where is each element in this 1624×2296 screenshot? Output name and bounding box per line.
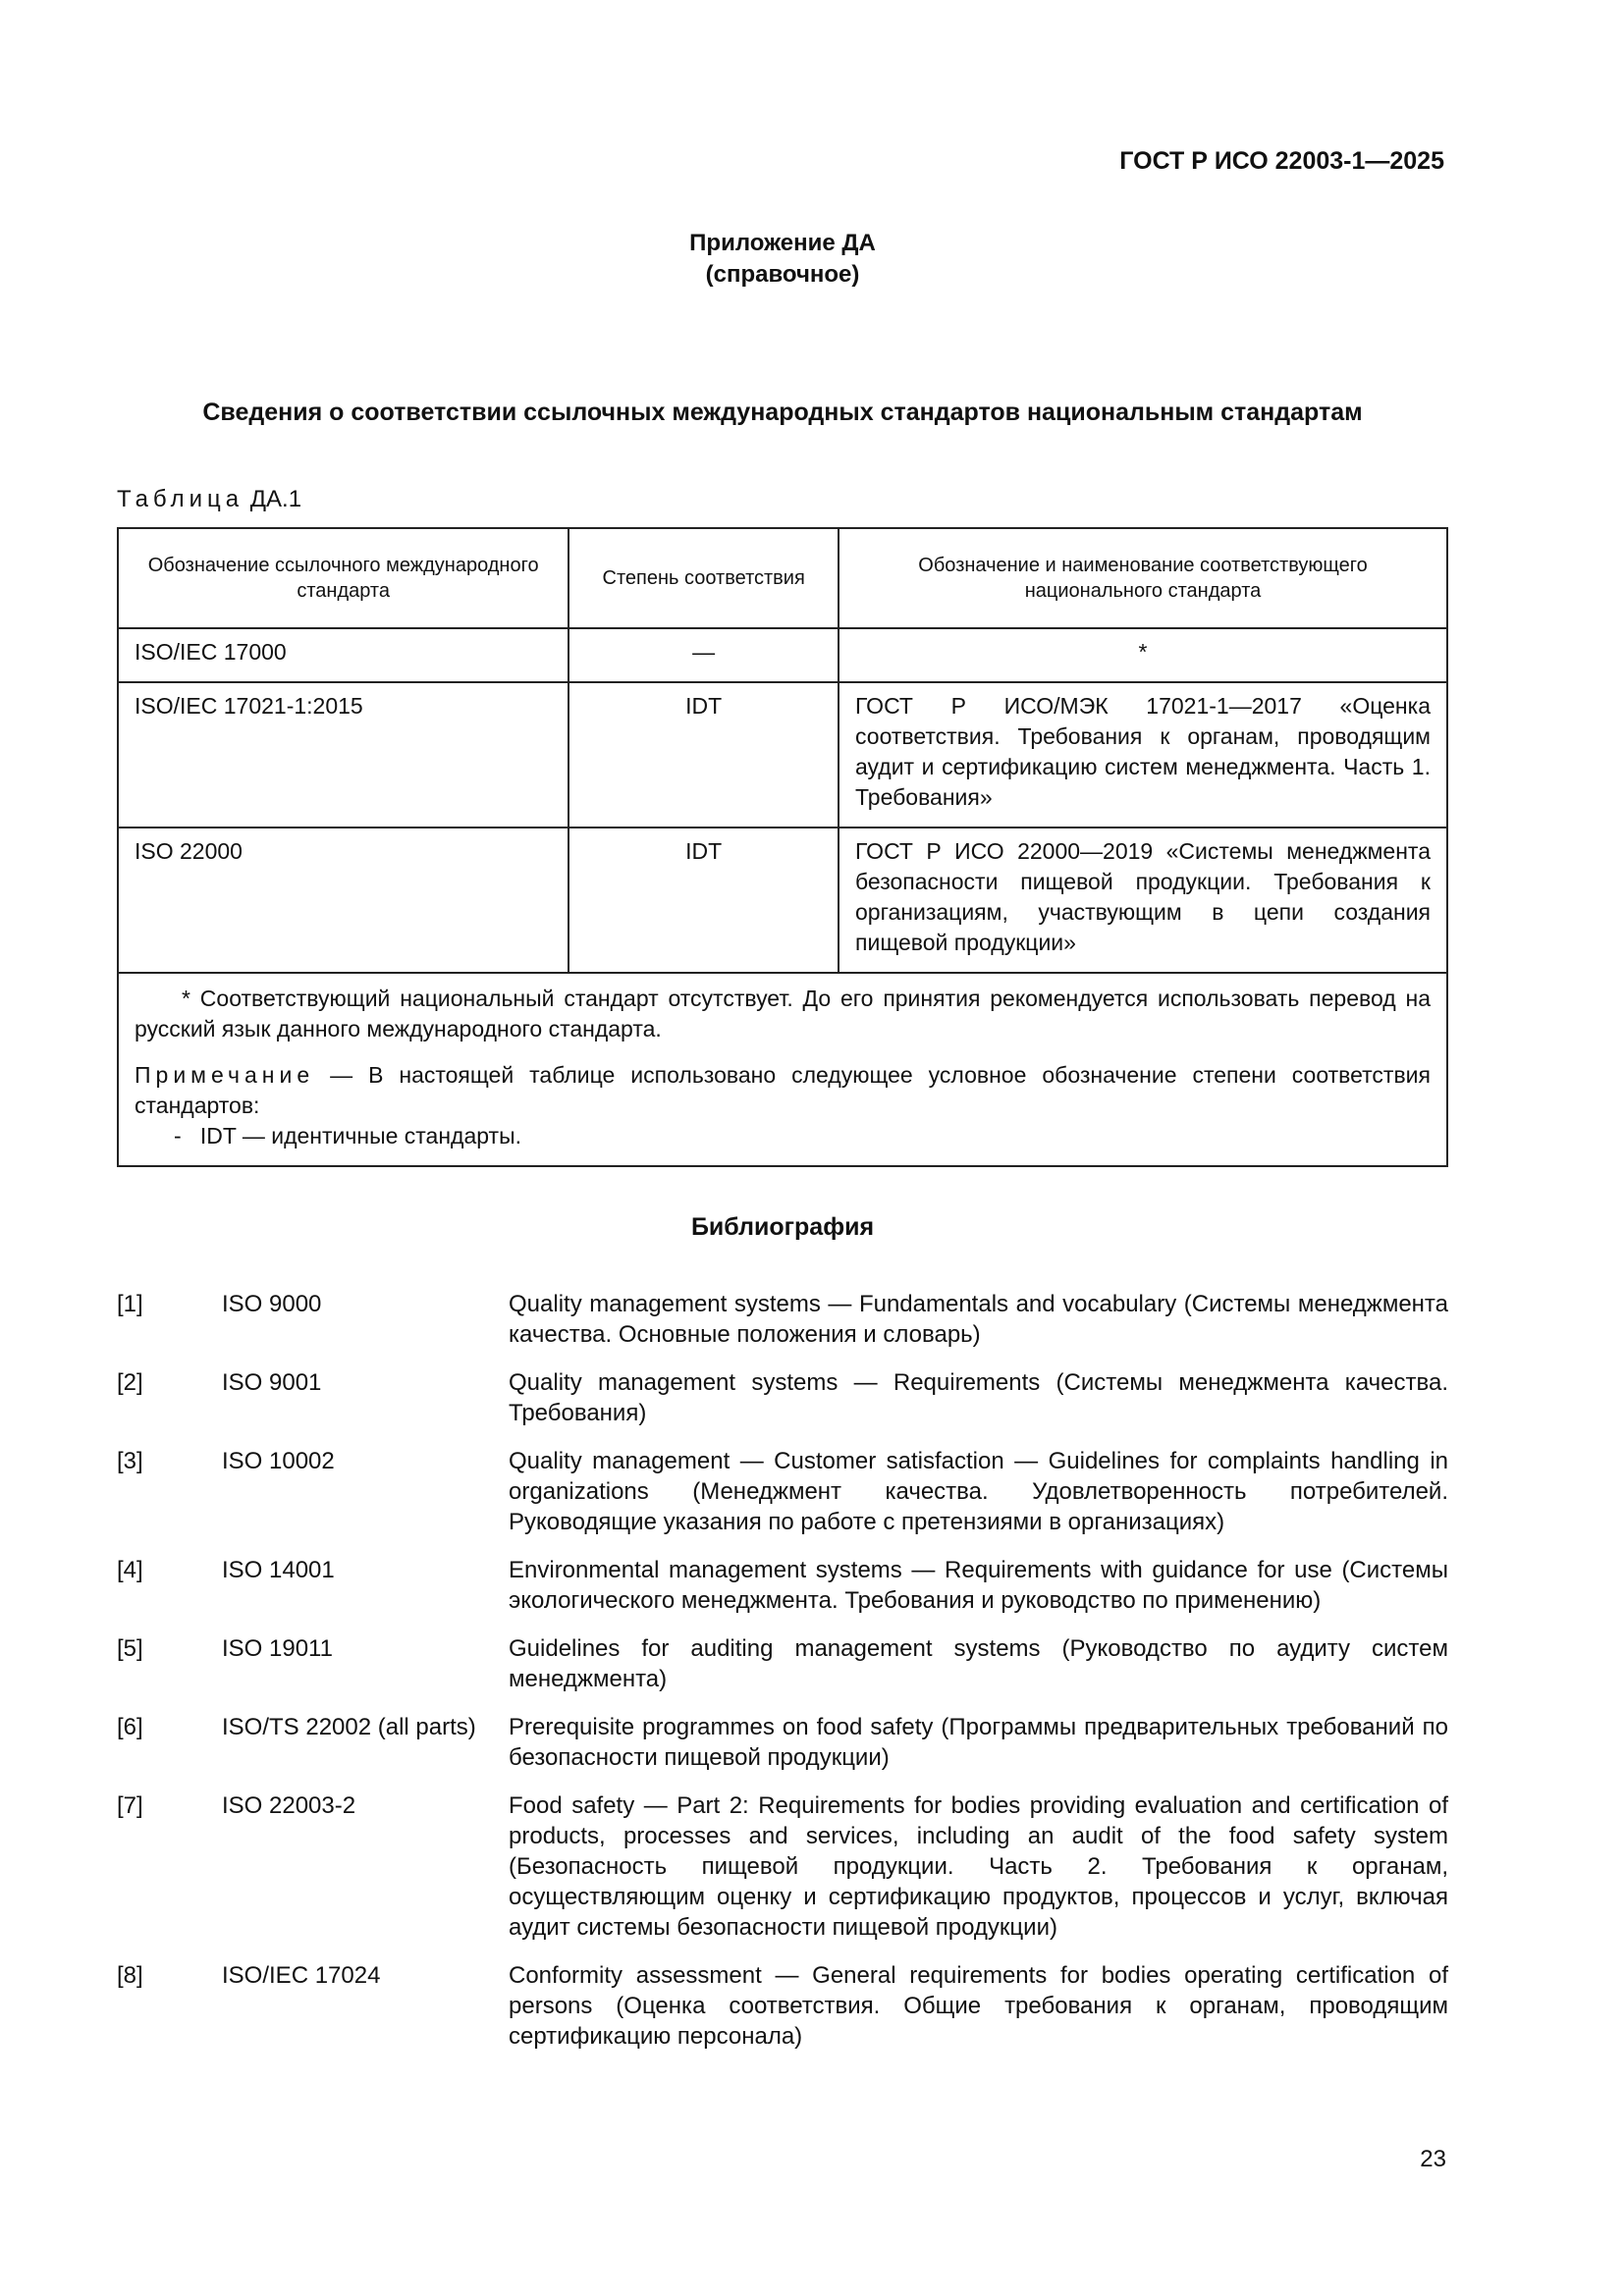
bib-text: Quality management systems — Requirements (Системы менеджмента качества. Требования) — [509, 1369, 1448, 1426]
bib-number: [5] — [117, 1635, 143, 1662]
bib-text: Environmental management systems — Requirements with guidance for use (Системы экологического менеджмента. Требования и руководство по применению) — [509, 1557, 1448, 1614]
table-footnote: * Соответствующий национальный стандарт отсутствует. До его принятия рекомендуется использовать перевод на русский язык данного международного стандарта. — [135, 986, 1431, 1041]
note-label: Примечание — [135, 1062, 315, 1088]
bib-text: Conformity assessment — General requirements for bodies operating certification of persons (Оценка соответствия. Общие требования к органам, проводящим сертификацию персонала) — [509, 1962, 1448, 2050]
table-footnote-cell — [118, 973, 1447, 1166]
table-footer-row — [118, 973, 1447, 1166]
cell-degree: IDT — [568, 828, 839, 973]
table-row — [118, 828, 1447, 973]
cell-national: ГОСТ Р ИСО/МЭК 17021-1—2017 «Оценка соответствия. Требования к органам, проводящим аудит и сертификацию систем менеджмента. Часть 1. Требования» — [839, 682, 1447, 828]
list-item — [117, 1446, 1448, 1537]
annex-subtitle: (справочное) — [705, 261, 860, 288]
list-item — [117, 1960, 1448, 2052]
bib-code: ISO 22003-2 — [222, 1792, 356, 1819]
table-row — [118, 682, 1447, 828]
bibliography-title: Библиография — [690, 1213, 875, 1241]
bib-code: ISO 14001 — [222, 1557, 335, 1583]
bibliography-list — [117, 1289, 1448, 2069]
bib-text: Guidelines for auditing management systems (Руководство по аудиту систем менеджмента) — [509, 1635, 1448, 1692]
bib-number: [4] — [117, 1557, 143, 1583]
note-text: — В настоящей таблице использовано следующее условное обозначение степени соответствия стандартов: — [135, 1062, 1431, 1118]
list-item — [117, 1790, 1448, 1943]
bib-number: [3] — [117, 1448, 143, 1474]
bib-code: ISO/TS 22002 (all parts) — [222, 1714, 476, 1740]
cell-degree: — — [568, 628, 839, 682]
bib-text: Food safety — Part 2: Requirements for bodies providing evaluation and certification of products, processes and services, including an audit of the food safety system (Безопасность пищевой продукции. Часть 2. Требования к органам, осуществляющим оценку и сертификацию продуктов, процессов и услуг, включая аудит системы безопасности пищевой продукции) — [509, 1792, 1448, 1941]
cell-ref: ISO/IEC 17000 — [118, 628, 568, 682]
correspondence-table — [117, 527, 1448, 1167]
table-row — [118, 628, 1447, 682]
bib-code: ISO/IEC 17024 — [222, 1962, 381, 1989]
bib-code: ISO 10002 — [222, 1448, 335, 1474]
cell-ref: ISO/IEC 17021-1:2015 — [118, 682, 568, 828]
document-code: ГОСТ Р ИСО 22003-1—2025 — [1119, 147, 1444, 175]
note-item: - IDT — идентичные стандарты. — [174, 1123, 522, 1148]
bib-number: [7] — [117, 1792, 143, 1819]
header-international-standard: Обозначение ссылочного международного стандарта — [118, 528, 568, 628]
cell-degree: IDT — [568, 682, 839, 828]
cell-national: * — [839, 628, 1447, 682]
bib-code: ISO 9001 — [222, 1369, 322, 1396]
list-item — [117, 1712, 1448, 1773]
list-item — [117, 1555, 1448, 1616]
bib-number: [2] — [117, 1369, 143, 1396]
table-header-row — [118, 528, 1447, 628]
bib-text: Quality management — Customer satisfaction — Guidelines for complaints handling in organizations (Менеджмент качества. Удовлетворенность потребителей. Руководящие указания по работе с претензиями в организациях) — [509, 1448, 1448, 1535]
section-title: Сведения о соответствии ссылочных международных стандартов национальным стандартам — [202, 399, 1363, 426]
cell-national: ГОСТ Р ИСО 22000—2019 «Системы менеджмента безопасности пищевой продукции. Требования к организациям, участвующим в цепи создания пищевой продукции» — [839, 828, 1447, 973]
table-caption — [117, 486, 301, 513]
bib-number: [8] — [117, 1962, 143, 1989]
table-note — [135, 1060, 1431, 1121]
list-item — [117, 1289, 1448, 1350]
bib-number: [6] — [117, 1714, 143, 1740]
list-item — [117, 1367, 1448, 1428]
bib-number: [1] — [117, 1291, 143, 1317]
bib-code: ISO 19011 — [222, 1635, 333, 1662]
bib-code: ISO 9000 — [222, 1291, 322, 1317]
header-degree: Степень соответствия — [568, 528, 839, 628]
list-item — [117, 1633, 1448, 1694]
table-caption-id: ДА.1 — [249, 486, 302, 512]
table-caption-word: Таблица — [117, 486, 244, 512]
cell-ref: ISO 22000 — [118, 828, 568, 973]
bib-text: Quality management systems — Fundamentals and vocabulary (Системы менеджмента качества. Основные положения и словарь) — [509, 1291, 1448, 1348]
header-national-standard: Обозначение и наименование соответствующего национального стандарта — [839, 528, 1447, 628]
annex-title: Приложение ДА — [689, 230, 876, 256]
page-number: 23 — [1420, 2146, 1446, 2172]
bib-text: Prerequisite programmes on food safety (Программы предварительных требований по безопасности пищевой продукции) — [509, 1714, 1448, 1771]
